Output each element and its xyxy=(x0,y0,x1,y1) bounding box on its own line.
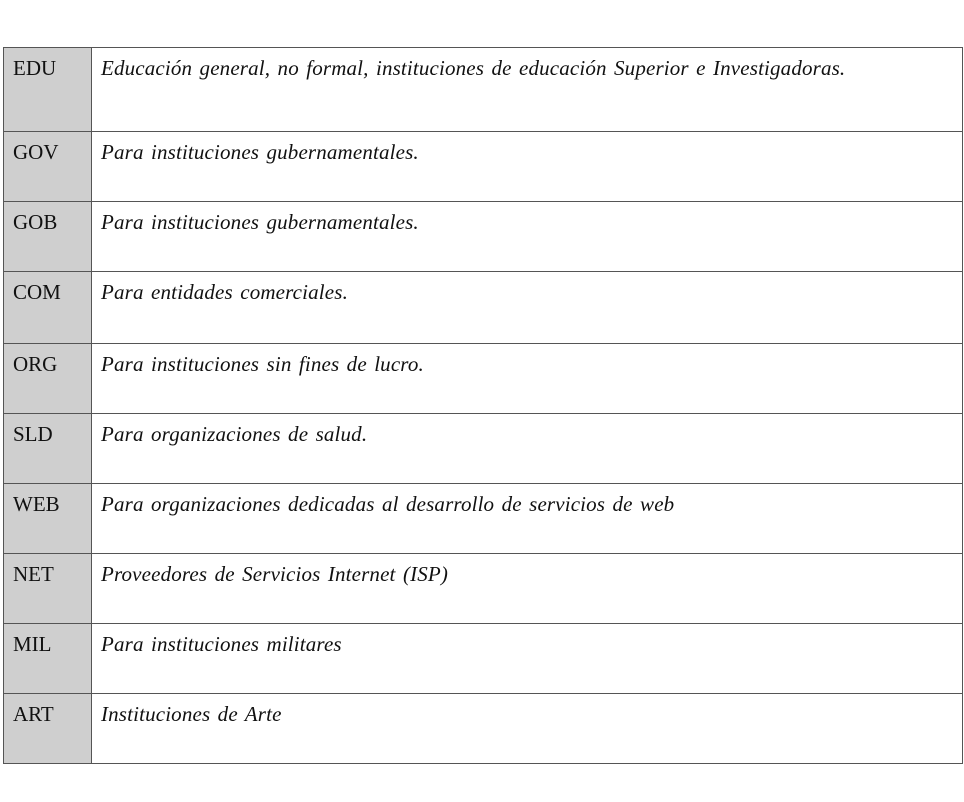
domain-code-cell: ORG xyxy=(4,344,92,414)
table-row xyxy=(4,132,963,202)
domain-description-cell: Para organizaciones de salud. xyxy=(92,414,963,484)
domain-description-cell: Proveedores de Servicios Internet (ISP) xyxy=(92,554,963,624)
domain-code-cell: MIL xyxy=(4,624,92,694)
domain-code-cell: COM xyxy=(4,272,92,344)
table-row xyxy=(4,484,963,554)
domain-code-cell: GOV xyxy=(4,132,92,202)
table-row xyxy=(4,554,963,624)
domain-code-cell: WEB xyxy=(4,484,92,554)
domain-code-cell: NET xyxy=(4,554,92,624)
domain-description-cell: Para organizaciones dedicadas al desarrollo de servicios de web xyxy=(92,484,963,554)
domain-description-cell: Para instituciones gubernamentales. xyxy=(92,132,963,202)
table-row xyxy=(4,624,963,694)
domain-code-cell: EDU xyxy=(4,48,92,132)
table-row xyxy=(4,48,963,132)
table-row xyxy=(4,344,963,414)
table-row xyxy=(4,202,963,272)
table-row xyxy=(4,272,963,344)
domain-code-cell: GOB xyxy=(4,202,92,272)
domain-description-cell: Educación general, no formal, instituciones de educación Superior e Investigadoras. xyxy=(92,48,963,132)
domain-code-cell: ART xyxy=(4,694,92,764)
domain-description-cell: Instituciones de Arte xyxy=(92,694,963,764)
domain-description-cell: Para entidades comerciales. xyxy=(92,272,963,344)
domain-codes-table xyxy=(3,47,963,764)
domain-description-cell: Para instituciones sin fines de lucro. xyxy=(92,344,963,414)
table-row xyxy=(4,414,963,484)
table-row xyxy=(4,694,963,764)
domain-description-cell: Para instituciones militares xyxy=(92,624,963,694)
domain-code-cell: SLD xyxy=(4,414,92,484)
domain-description-cell: Para instituciones gubernamentales. xyxy=(92,202,963,272)
